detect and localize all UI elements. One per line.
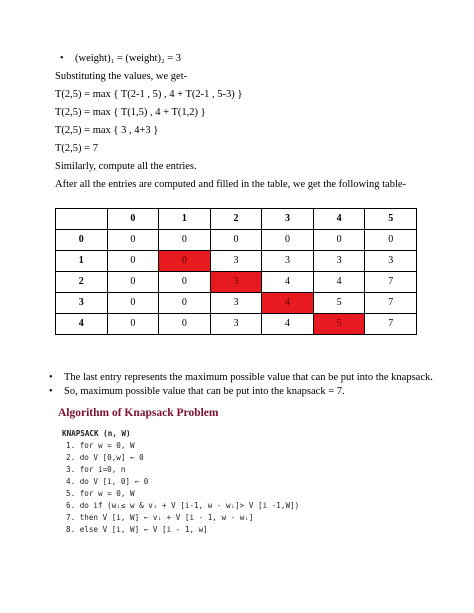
table-cell: 0 (365, 230, 417, 251)
highlighted-cell: 4 (262, 293, 314, 314)
table-row (56, 251, 417, 272)
table-cell: 3 (365, 251, 417, 272)
code-line: 6. do if (wᵢ≤ w & vᵢ + V [i-1, w - wᵢ]> V [i -1,W]) (66, 501, 300, 510)
table-cell: 0 (313, 230, 365, 251)
equation-line-3: T(2,5) = max { 3 , 4+3 } (55, 125, 159, 136)
table-cell: 0 (262, 230, 314, 251)
dp-table (55, 208, 417, 335)
table-row (56, 230, 417, 251)
weights-bullet: (weight)₁ = (weight)₂ = 3 (75, 53, 182, 64)
table-cell: 0 (210, 230, 262, 251)
table-header-row (56, 209, 417, 230)
table-cell: 0 (107, 293, 159, 314)
table-cell: 4 (313, 272, 365, 293)
table-cell: 0 (107, 230, 159, 251)
table-cell: 7 (365, 293, 417, 314)
table-cell: 0 (107, 251, 159, 272)
table-cell: 0 (107, 272, 159, 293)
table-cell: 3 (210, 314, 262, 335)
table-cell: 0 (159, 272, 211, 293)
equation-line-2: T(2,5) = max { T(1,5) , 4 + T(1,2) } (55, 107, 206, 118)
row-header: 3 (56, 293, 108, 314)
table-row (56, 272, 417, 293)
highlighted-cell: 0 (159, 251, 211, 272)
last-entry-bullet: The last entry represents the maximum possible value that can be put into the knapsack. (64, 372, 433, 383)
table-cell: 0 (159, 230, 211, 251)
table-cell: 0 (159, 293, 211, 314)
table-cell: 4 (262, 314, 314, 335)
code-line: 5. for w = 0, W (66, 489, 135, 498)
table-cell: 7 (365, 314, 417, 335)
similarly-line: Similarly, compute all the entries. (55, 161, 197, 172)
col-header: 1 (159, 209, 211, 230)
code-line: 4. do V [i, 0] ← 0 (66, 477, 149, 486)
row-header: 4 (56, 314, 108, 335)
equation-line-4: T(2,5) = 7 (55, 143, 98, 154)
col-header: 0 (107, 209, 159, 230)
substituting-line: Substituting the values, we get- (55, 71, 188, 82)
algorithm-title: KNAPSACK (n, W) (62, 429, 131, 438)
code-line: 1. for w = 0, W (66, 441, 135, 450)
table-cell: 7 (365, 272, 417, 293)
highlighted-cell: 5 (313, 314, 365, 335)
col-header: 3 (262, 209, 314, 230)
max-value-bullet: So, maximum possible value that can be put into the knapsack = 7. (64, 386, 345, 397)
code-line: 8. else V [i, W] ← V [i - 1, w] (66, 525, 208, 534)
bullet-dot-icon: • (49, 386, 53, 397)
bullet-dot-icon: • (49, 372, 53, 383)
code-line: 3. for i=0, n (66, 465, 126, 474)
col-header: 5 (365, 209, 417, 230)
code-line: 2. do V [0,w] ← 0 (66, 453, 144, 462)
table-cell: 3 (262, 251, 314, 272)
algorithm-heading: Algorithm of Knapsack Problem (58, 407, 219, 419)
equation-line-1: T(2,5) = max { T(2-1 , 5) , 4 + T(2-1 , 5-3) } (55, 89, 243, 100)
row-header: 0 (56, 230, 108, 251)
row-header: 1 (56, 251, 108, 272)
table-cell: 4 (262, 272, 314, 293)
table-row (56, 293, 417, 314)
table-row (56, 314, 417, 335)
table-corner-cell (56, 209, 108, 230)
table-cell: 3 (210, 251, 262, 272)
table-cell: 5 (313, 293, 365, 314)
table-cell: 3 (210, 293, 262, 314)
row-header: 2 (56, 272, 108, 293)
highlighted-cell: 3 (210, 272, 262, 293)
table-cell: 0 (107, 314, 159, 335)
table-cell: 3 (313, 251, 365, 272)
code-line: 7. then V [i, W] ← vᵢ + V [i - 1, w - wᵢ] (66, 513, 254, 522)
after-entries-line: After all the entries are computed and filled in the table, we get the following table- (55, 179, 407, 190)
col-header: 4 (313, 209, 365, 230)
table-cell: 0 (159, 314, 211, 335)
col-header: 2 (210, 209, 262, 230)
bullet-dot-icon: • (60, 53, 64, 64)
